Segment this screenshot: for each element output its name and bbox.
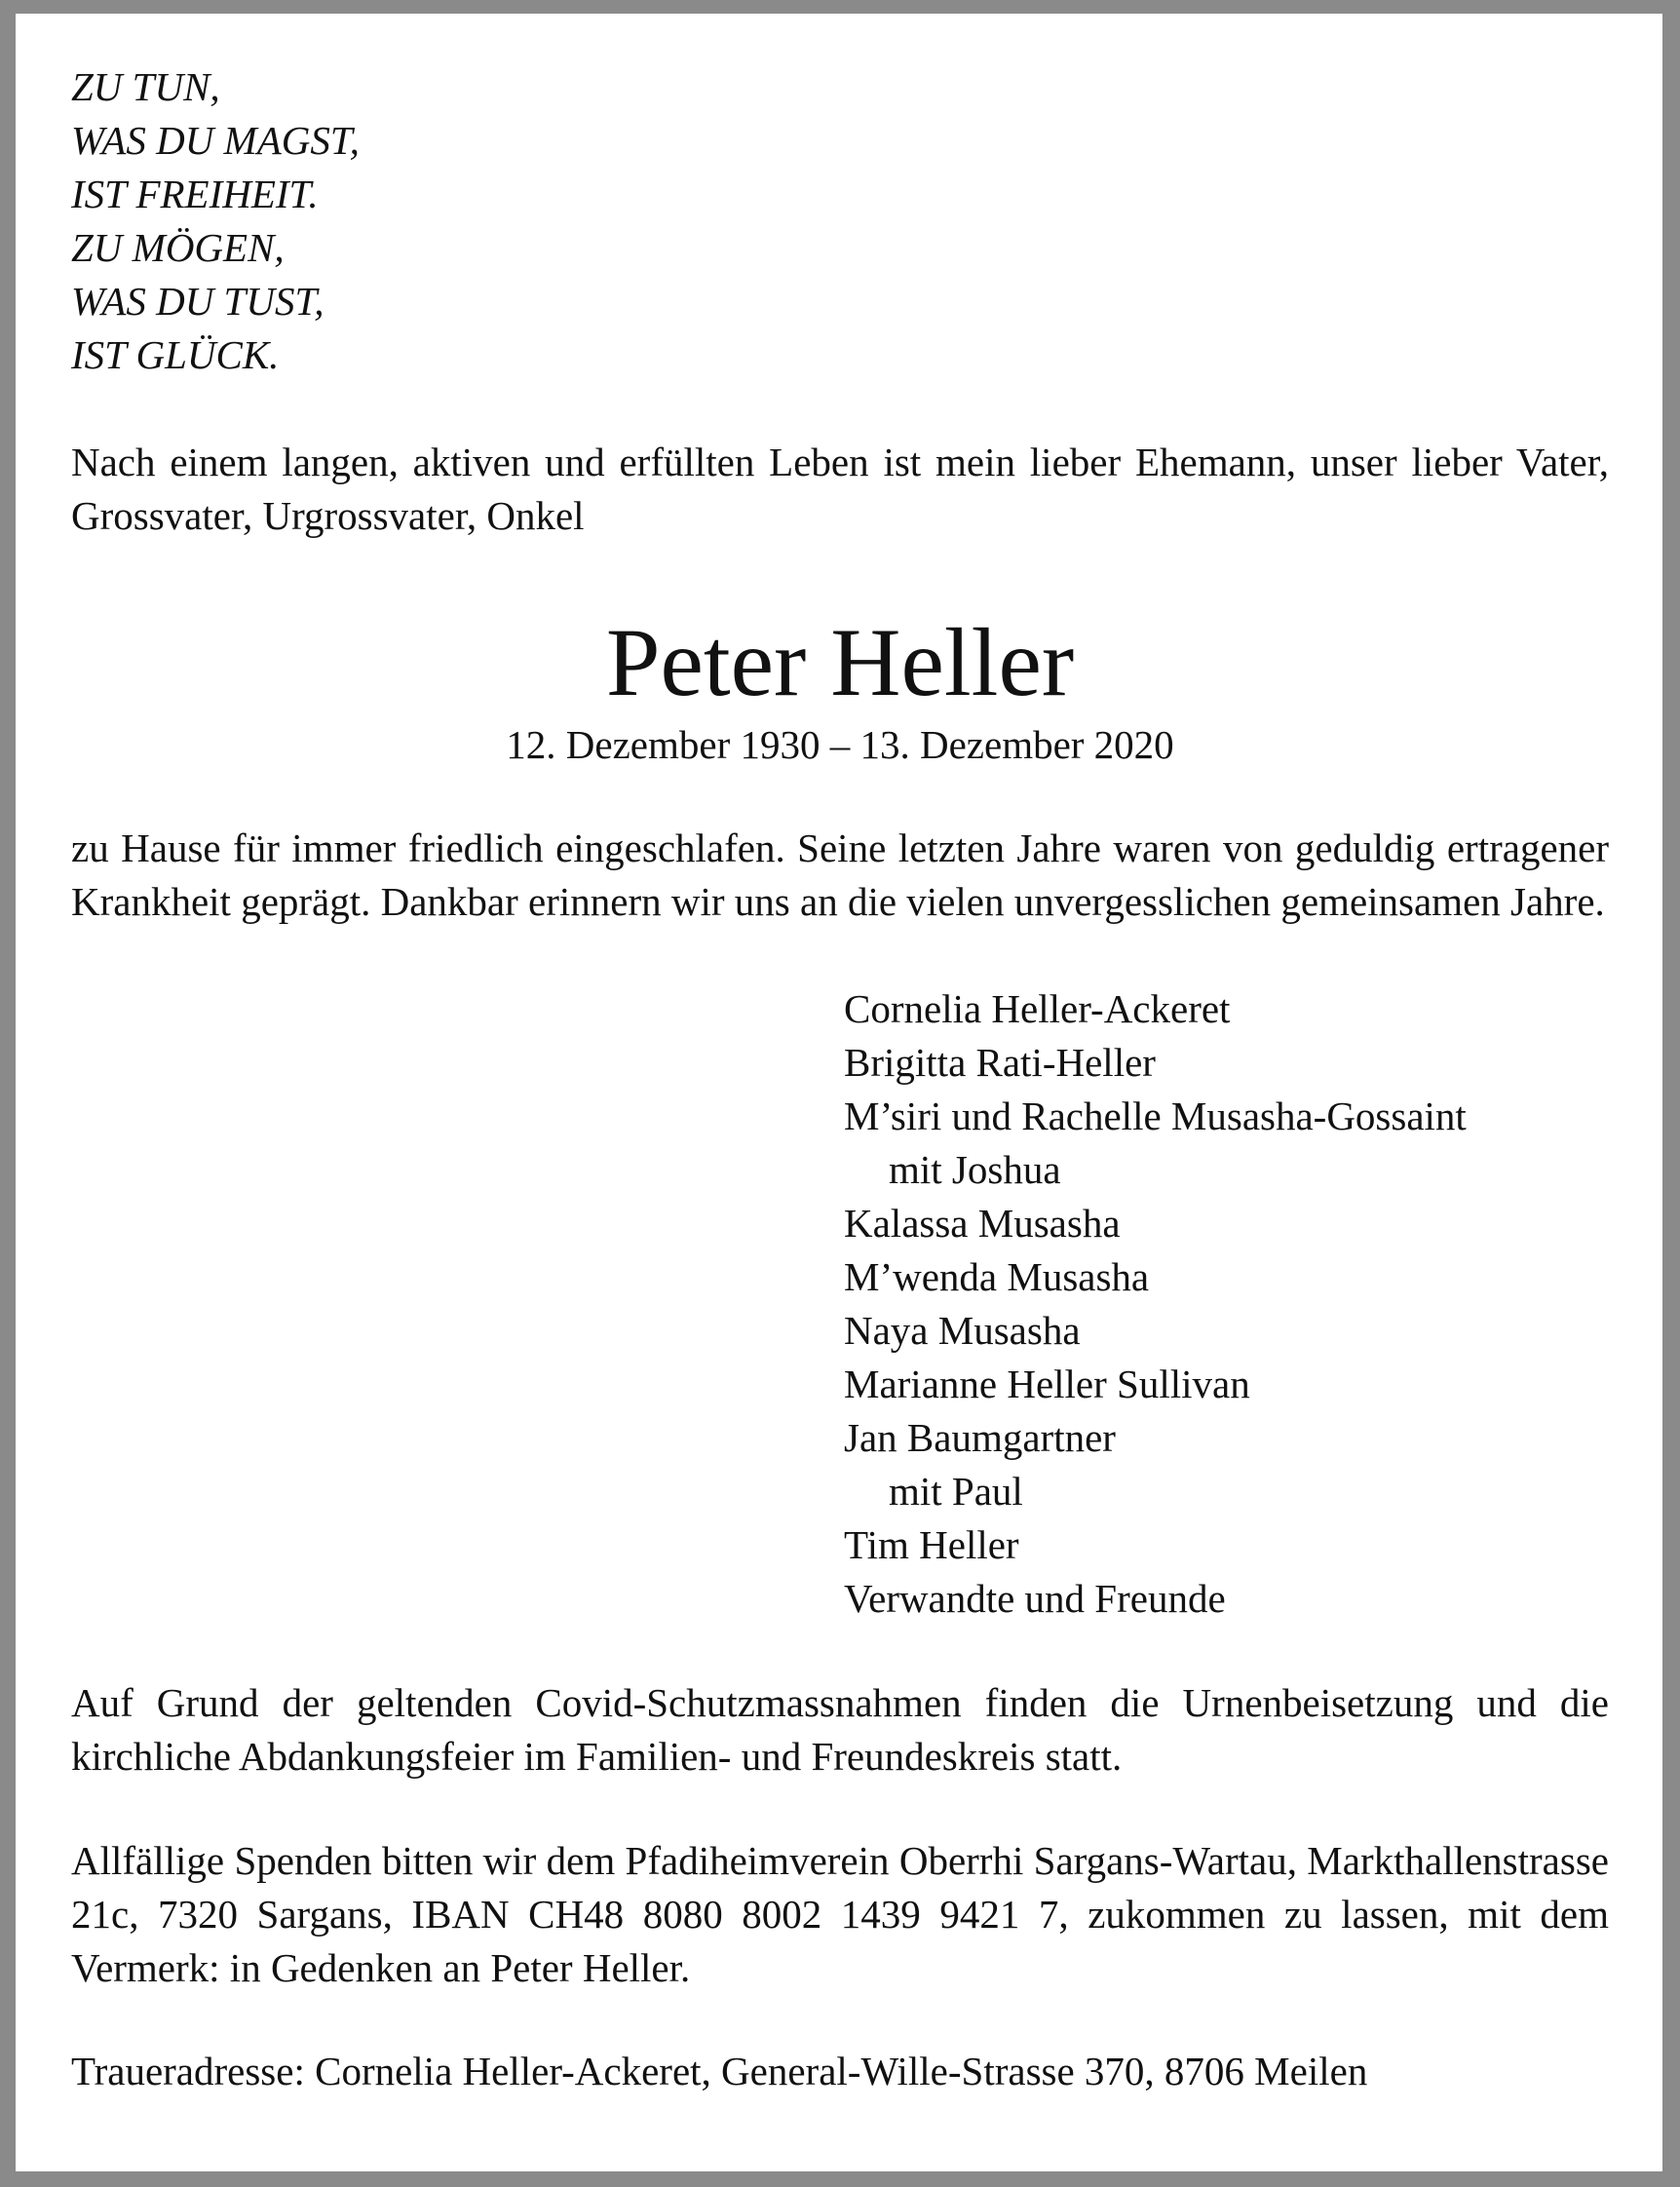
mourner-name: Jan Baumgartner <box>844 1415 1116 1460</box>
poem-line: ZU MÖGEN, <box>71 225 285 270</box>
mourning-address: Traueradresse: Cornelia Heller-Ackeret, General-Wille-Strasse 370, 8706 Meilen <box>71 2049 1368 2093</box>
obituary-content <box>71 60 1609 2138</box>
mourner-name: Cornelia Heller-Ackeret <box>844 986 1231 1031</box>
mourner-name: Brigitta Rati-Heller <box>844 1040 1156 1085</box>
donation-notice: Allfällige Spenden bitten wir dem Pfadiheimverein Oberrhi Sargans-Wartau, Markthallenstrasse 21c, 7320 Sargans, IBAN CH48 8080 8002 1439 9421 7, zukommen zu lassen, mit dem Vermerk: in Gedenken an Peter Heller. <box>71 1838 1609 1990</box>
poem <box>71 60 1609 382</box>
mourner-name: Naya Musasha <box>844 1308 1081 1353</box>
mourner-name: Marianne Heller Sullivan <box>844 1362 1250 1406</box>
mourner-child: mit Paul <box>889 1469 1023 1514</box>
mourner-name: M’siri und Rachelle Musasha-Gossaint <box>844 1094 1467 1138</box>
covid-notice: Auf Grund der geltenden Covid-Schutzmassnahmen finden die Urnenbeisetzung und die kirchliche Abdankungsfeier im Familien- und Freundeskreis statt. <box>71 1680 1609 1779</box>
mourner-child: mit Joshua <box>889 1147 1061 1192</box>
poem-line: WAS DU MAGST, <box>71 118 360 163</box>
poem-line: WAS DU TUST, <box>71 279 325 324</box>
poem-line: ZU TUN, <box>71 64 220 109</box>
body-paragraph: zu Hause für immer friedlich eingeschlafen. Seine letzten Jahre waren von geduldig ertragener Krankheit geprägt. Dankbar erinnern wir uns an die vielen unvergesslichen gemeinsamen Jahre. <box>71 825 1609 924</box>
mourner-name: Kalassa Musasha <box>844 1201 1121 1246</box>
mourner-name: Tim Heller <box>844 1522 1019 1567</box>
deceased-name: Peter Heller <box>605 608 1075 716</box>
poem-line: IST GLÜCK. <box>71 332 280 377</box>
mourners-list <box>844 982 1609 1626</box>
life-dates: 12. Dezember 1930 – 13. Dezember 2020 <box>506 722 1174 767</box>
mourner-name: M’wenda Musasha <box>844 1254 1150 1299</box>
poem-line: IST FREIHEIT. <box>71 172 319 216</box>
mourner-name: Verwandte und Freunde <box>844 1576 1226 1621</box>
obituary-page <box>16 14 1662 2171</box>
intro-paragraph: Nach einem langen, aktiven und erfüllten Leben ist mein lieber Ehemann, unser lieber Vater, Grossvater, Urgrossvater, Onkel <box>71 440 1609 538</box>
